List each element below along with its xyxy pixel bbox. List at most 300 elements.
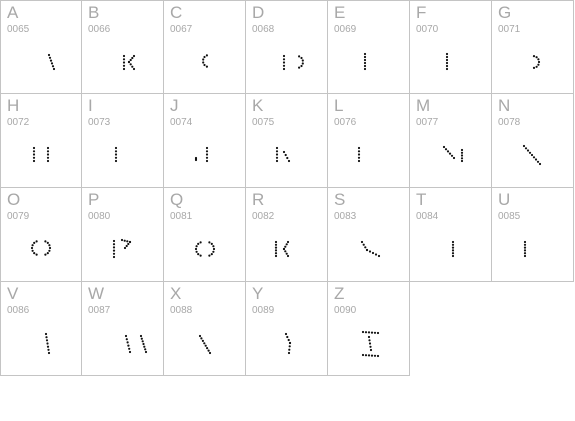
glyph-dot bbox=[32, 250, 34, 252]
glyph-preview-l bbox=[328, 94, 410, 188]
glyph-dot bbox=[370, 349, 372, 351]
glyph-dot bbox=[451, 155, 453, 157]
glyph-dot bbox=[446, 56, 448, 58]
glyph-cell-v[interactable] bbox=[0, 282, 82, 376]
glyph-dot bbox=[283, 68, 285, 70]
glyph-dot bbox=[366, 249, 368, 251]
glyph-dot bbox=[44, 254, 46, 256]
glyph-dot bbox=[49, 247, 51, 249]
glyph-dot bbox=[537, 161, 539, 163]
glyph-dot bbox=[365, 354, 367, 356]
glyph-cell-letter: G bbox=[498, 3, 512, 22]
glyph-dot bbox=[47, 157, 49, 159]
glyph-dot bbox=[206, 153, 208, 155]
glyph-dot bbox=[31, 247, 33, 249]
glyph-cell-letter: H bbox=[7, 96, 20, 115]
glyph-cell-code: 0083 bbox=[334, 211, 357, 222]
glyph-preview-v bbox=[1, 282, 83, 376]
glyph-dot bbox=[364, 53, 366, 55]
glyph-dot bbox=[206, 150, 208, 152]
glyph-cell-letter: C bbox=[170, 3, 183, 22]
glyph-dot bbox=[115, 153, 117, 155]
glyph-dot bbox=[145, 351, 147, 353]
glyph-dot bbox=[275, 247, 277, 249]
glyph-dot bbox=[211, 243, 213, 245]
glyph-preview-x bbox=[164, 282, 246, 376]
glyph-dot bbox=[133, 68, 135, 70]
glyph-dot bbox=[276, 160, 278, 162]
glyph-cell-i[interactable] bbox=[82, 94, 164, 188]
glyph-cell-code: 0088 bbox=[170, 305, 193, 316]
glyph-cell-letter: V bbox=[7, 284, 19, 303]
glyph-cell-letter: B bbox=[88, 3, 100, 22]
glyph-cell-code: 0084 bbox=[416, 211, 439, 222]
glyph-dot bbox=[144, 348, 146, 350]
glyph-dot bbox=[371, 355, 373, 357]
glyph-dot bbox=[203, 56, 205, 58]
glyph-cell-letter: R bbox=[252, 190, 265, 209]
glyph-cell-letter: T bbox=[416, 190, 427, 209]
glyph-dot bbox=[527, 149, 529, 151]
glyph-preview-u bbox=[492, 188, 574, 282]
glyph-dot bbox=[126, 338, 128, 340]
glyph-dot bbox=[452, 241, 454, 243]
glyph-dot bbox=[368, 336, 370, 338]
glyph-dot bbox=[283, 61, 285, 63]
glyph-dot bbox=[196, 245, 198, 247]
glyph-dot bbox=[283, 65, 285, 67]
glyph-dot bbox=[298, 67, 300, 69]
glyph-cell-code: 0079 bbox=[7, 211, 30, 222]
glyph-preview-k bbox=[246, 94, 328, 188]
glyph-dot bbox=[47, 150, 49, 152]
glyph-dot bbox=[446, 59, 448, 61]
glyph-dot bbox=[46, 339, 48, 341]
glyph-preview-d bbox=[246, 1, 328, 95]
glyph-dot bbox=[276, 153, 278, 155]
glyph-dot bbox=[53, 68, 55, 70]
glyph-dot bbox=[443, 146, 445, 148]
glyph-dot bbox=[208, 350, 210, 352]
glyph-dot bbox=[286, 243, 288, 245]
glyph-dot bbox=[203, 64, 205, 66]
glyph-cell-code: 0078 bbox=[498, 117, 521, 128]
glyph-dot bbox=[371, 332, 373, 334]
glyph-dot bbox=[206, 160, 208, 162]
glyph-dot bbox=[33, 153, 35, 155]
glyph-cell-l[interactable] bbox=[328, 94, 410, 188]
glyph-dot bbox=[372, 252, 374, 254]
glyph-preview-b bbox=[82, 1, 164, 95]
glyph-cell-y[interactable] bbox=[246, 282, 328, 376]
glyph-dot bbox=[283, 151, 285, 153]
glyph-dot bbox=[115, 147, 117, 149]
glyph-dot bbox=[142, 340, 144, 342]
glyph-dot bbox=[208, 241, 210, 243]
glyph-dot bbox=[362, 331, 364, 333]
glyph-dot bbox=[113, 240, 115, 242]
glyph-dot bbox=[289, 342, 291, 344]
glyph-dot bbox=[202, 340, 204, 342]
glyph-cell-t[interactable] bbox=[410, 188, 492, 282]
glyph-dot bbox=[47, 153, 49, 155]
glyph-dot bbox=[369, 346, 371, 348]
glyph-dot bbox=[524, 255, 526, 257]
glyph-dot bbox=[46, 342, 48, 344]
glyph-dot bbox=[539, 163, 541, 165]
glyph-dot bbox=[195, 159, 197, 161]
glyph-dot bbox=[124, 240, 126, 242]
glyph-cell-letter: I bbox=[88, 96, 93, 115]
glyph-cell-code: 0086 bbox=[7, 305, 30, 316]
glyph-dot bbox=[133, 55, 135, 57]
glyph-cell-e[interactable] bbox=[328, 0, 410, 94]
glyph-cell-code: 0089 bbox=[252, 305, 275, 316]
glyph-dot bbox=[374, 332, 376, 334]
glyph-dot bbox=[36, 254, 38, 256]
glyph-dot bbox=[368, 339, 370, 341]
glyph-dot bbox=[206, 347, 208, 349]
glyph-dot bbox=[364, 246, 366, 248]
glyph-dot bbox=[358, 153, 360, 155]
glyph-dot bbox=[33, 147, 35, 149]
glyph-dot bbox=[446, 68, 448, 70]
glyph-preview-s bbox=[328, 188, 410, 282]
glyph-dot bbox=[535, 158, 537, 160]
glyph-cell-o[interactable] bbox=[0, 188, 82, 282]
glyph-cell-code: 0074 bbox=[170, 117, 193, 128]
glyph-dot bbox=[275, 249, 277, 251]
glyph-dot bbox=[143, 346, 145, 348]
glyph-dot bbox=[369, 250, 371, 252]
glyph-dot bbox=[200, 241, 202, 243]
glyph-dot bbox=[48, 244, 50, 246]
glyph-dot bbox=[127, 341, 129, 343]
glyph-dot bbox=[285, 333, 287, 335]
glyph-cell-letter: Q bbox=[170, 190, 184, 209]
glyph-dot bbox=[358, 160, 360, 162]
glyph-dot bbox=[206, 157, 208, 159]
glyph-dot bbox=[361, 241, 363, 243]
glyph-dot bbox=[452, 252, 454, 254]
glyph-dot bbox=[123, 68, 125, 70]
glyph-dot bbox=[452, 255, 454, 257]
glyph-dot bbox=[364, 56, 366, 58]
glyph-cell-m[interactable] bbox=[410, 94, 492, 188]
glyph-dot bbox=[205, 345, 207, 347]
glyph-dot bbox=[283, 248, 285, 250]
glyph-dot bbox=[537, 64, 539, 66]
glyph-dot bbox=[524, 252, 526, 254]
glyph-cell-x[interactable] bbox=[164, 282, 246, 376]
glyph-dot bbox=[129, 351, 131, 353]
glyph-dot bbox=[449, 153, 451, 155]
glyph-dot bbox=[125, 335, 127, 337]
glyph-dot bbox=[48, 250, 50, 252]
glyph-dot bbox=[113, 246, 115, 248]
glyph-cell-code: 0077 bbox=[416, 117, 439, 128]
glyph-dot bbox=[375, 253, 377, 255]
glyph-preview-j bbox=[164, 94, 246, 188]
glyph-dot bbox=[33, 150, 35, 152]
glyph-preview-y bbox=[246, 282, 328, 376]
glyph-dot bbox=[128, 61, 130, 63]
glyph-dot bbox=[275, 252, 277, 254]
glyph-dot bbox=[45, 336, 47, 338]
glyph-dot bbox=[47, 252, 49, 254]
glyph-cell-letter: Z bbox=[334, 284, 345, 303]
glyph-dot bbox=[33, 252, 35, 254]
glyph-cell-w[interactable] bbox=[82, 282, 164, 376]
glyph-cell-q[interactable] bbox=[164, 188, 246, 282]
glyph-dot bbox=[48, 54, 50, 56]
glyph-dot bbox=[123, 58, 125, 60]
glyph-cell-code: 0075 bbox=[252, 117, 275, 128]
glyph-dot bbox=[47, 160, 49, 162]
glyph-cell-u[interactable] bbox=[492, 188, 574, 282]
glyph-cell-letter: L bbox=[334, 96, 344, 115]
glyph-dot bbox=[446, 53, 448, 55]
glyph-dot bbox=[196, 251, 198, 253]
glyph-cell-letter: K bbox=[252, 96, 264, 115]
glyph-dot bbox=[536, 66, 538, 68]
glyph-dot bbox=[129, 241, 131, 243]
glyph-dot bbox=[126, 245, 128, 247]
glyph-cell-c[interactable] bbox=[164, 0, 246, 94]
glyph-cell-code: 0068 bbox=[252, 24, 275, 35]
glyph-preview-c bbox=[164, 1, 246, 95]
glyph-dot bbox=[368, 331, 370, 333]
glyph-cell-code: 0081 bbox=[170, 211, 193, 222]
glyph-dot bbox=[47, 242, 49, 244]
glyph-dot bbox=[131, 66, 133, 68]
glyph-cell-p[interactable] bbox=[82, 188, 164, 282]
glyph-dot bbox=[364, 65, 366, 67]
glyph-cell-code: 0080 bbox=[88, 211, 111, 222]
glyph-dot bbox=[47, 349, 49, 351]
glyph-preview-w bbox=[82, 282, 164, 376]
glyph-cell-letter: A bbox=[7, 3, 19, 22]
glyph-dot bbox=[377, 332, 379, 334]
glyph-dot bbox=[536, 56, 538, 58]
glyph-dot bbox=[285, 154, 287, 156]
glyph-dot bbox=[51, 62, 53, 64]
glyph-dot bbox=[130, 59, 132, 61]
glyph-dot bbox=[452, 244, 454, 246]
glyph-dot bbox=[358, 157, 360, 159]
glyph-dot bbox=[525, 147, 527, 149]
glyph-cell-f[interactable] bbox=[410, 0, 492, 94]
glyph-dot bbox=[115, 150, 117, 152]
glyph-dot bbox=[529, 152, 531, 154]
glyph-dot bbox=[298, 55, 300, 57]
glyph-dot bbox=[288, 339, 290, 341]
glyph-dot bbox=[363, 244, 365, 246]
glyph-cell-z[interactable] bbox=[328, 282, 410, 376]
glyph-dot bbox=[461, 160, 463, 162]
glyph-dot bbox=[452, 249, 454, 251]
glyph-dot bbox=[302, 59, 304, 61]
glyph-dot bbox=[523, 145, 525, 147]
glyph-dot bbox=[124, 247, 126, 249]
glyph-dot bbox=[288, 349, 290, 351]
glyph-dot bbox=[211, 253, 213, 255]
glyph-cell-letter: X bbox=[170, 284, 182, 303]
glyph-cell-letter: F bbox=[416, 3, 427, 22]
glyph-preview-n bbox=[492, 94, 574, 188]
glyph-dot bbox=[524, 247, 526, 249]
glyph-dot bbox=[374, 355, 376, 357]
glyph-dot bbox=[364, 59, 366, 61]
glyph-dot bbox=[452, 247, 454, 249]
glyph-cell-k[interactable] bbox=[246, 94, 328, 188]
glyph-dot bbox=[115, 157, 117, 159]
glyph-dot bbox=[300, 65, 302, 67]
glyph-cell-a[interactable] bbox=[0, 0, 82, 94]
glyph-cell-code: 0087 bbox=[88, 305, 111, 316]
glyph-cell-r[interactable] bbox=[246, 188, 328, 282]
glyph-dot bbox=[533, 55, 535, 57]
glyph-cell-d[interactable] bbox=[246, 0, 328, 94]
glyph-dot bbox=[36, 240, 38, 242]
glyph-preview-q bbox=[164, 188, 246, 282]
glyph-preview-i bbox=[82, 94, 164, 188]
glyph-dot bbox=[286, 253, 288, 255]
glyph-dot bbox=[47, 346, 49, 348]
glyph-dot bbox=[202, 61, 204, 63]
glyph-dot bbox=[44, 240, 46, 242]
glyph-cell-letter: S bbox=[334, 190, 346, 209]
glyph-preview-a bbox=[1, 1, 83, 95]
glyph-dot bbox=[127, 243, 129, 245]
glyph-cell-code: 0065 bbox=[7, 24, 30, 35]
glyph-cell-code: 0076 bbox=[334, 117, 357, 128]
glyph-dot bbox=[212, 245, 214, 247]
glyph-dot bbox=[33, 242, 35, 244]
glyph-dot bbox=[284, 246, 286, 248]
glyph-dot bbox=[121, 239, 123, 241]
glyph-dot bbox=[113, 253, 115, 255]
glyph-cell-code: 0082 bbox=[252, 211, 275, 222]
glyph-dot bbox=[533, 67, 535, 69]
glyph-preview-h bbox=[1, 94, 83, 188]
glyph-preview-m bbox=[410, 94, 492, 188]
glyph-dot bbox=[378, 255, 380, 257]
glyph-dot bbox=[287, 241, 289, 243]
glyph-dot bbox=[131, 57, 133, 59]
glyph-preview-z bbox=[328, 282, 410, 376]
glyph-cell-s[interactable] bbox=[328, 188, 410, 282]
glyph-dot bbox=[206, 54, 208, 56]
glyph-dot bbox=[127, 345, 129, 347]
glyph-dot bbox=[288, 352, 290, 354]
glyph-dot bbox=[446, 65, 448, 67]
glyph-cell-letter: E bbox=[334, 3, 346, 22]
glyph-dot bbox=[524, 249, 526, 251]
glyph-dot bbox=[286, 157, 288, 159]
glyph-dot bbox=[524, 244, 526, 246]
glyph-dot bbox=[199, 335, 201, 337]
glyph-dot bbox=[128, 348, 130, 350]
glyph-dot bbox=[362, 354, 364, 356]
glyph-dot bbox=[48, 352, 50, 354]
glyph-preview-f bbox=[410, 1, 492, 95]
glyph-cell-g[interactable] bbox=[492, 0, 574, 94]
glyph-dot bbox=[123, 65, 125, 67]
glyph-dot bbox=[276, 150, 278, 152]
glyph-dot bbox=[445, 148, 447, 150]
glyph-dot bbox=[115, 160, 117, 162]
glyph-dot bbox=[283, 58, 285, 60]
glyph-dot bbox=[203, 342, 205, 344]
glyph-dot bbox=[453, 157, 455, 159]
glyph-dot bbox=[276, 157, 278, 159]
glyph-cell-code: 0070 bbox=[416, 24, 439, 35]
glyph-cell-letter: N bbox=[498, 96, 511, 115]
glyph-dot bbox=[533, 156, 535, 158]
glyph-cell-n[interactable] bbox=[492, 94, 574, 188]
glyph-cell-b[interactable] bbox=[82, 0, 164, 94]
glyph-dot bbox=[47, 147, 49, 149]
glyph-dot bbox=[123, 55, 125, 57]
glyph-cell-code: 0072 bbox=[7, 117, 30, 128]
glyph-preview-r bbox=[246, 188, 328, 282]
glyph-dot bbox=[206, 147, 208, 149]
glyph-dot bbox=[33, 157, 35, 159]
glyph-dot bbox=[208, 255, 210, 257]
glyph-cell-h[interactable] bbox=[0, 94, 82, 188]
glyph-cell-letter: W bbox=[88, 284, 105, 303]
glyph-dot bbox=[538, 61, 540, 63]
glyph-dot bbox=[302, 62, 304, 64]
glyph-dot bbox=[531, 154, 533, 156]
glyph-preview-t bbox=[410, 188, 492, 282]
glyph-cell-letter: M bbox=[416, 96, 431, 115]
glyph-dot bbox=[283, 55, 285, 57]
glyph-dot bbox=[113, 256, 115, 258]
glyph-dot bbox=[275, 244, 277, 246]
glyph-cell-letter: O bbox=[7, 190, 21, 209]
glyph-cell-letter: U bbox=[498, 190, 511, 209]
glyph-dot bbox=[461, 157, 463, 159]
glyph-dot bbox=[358, 150, 360, 152]
glyph-dot bbox=[123, 61, 125, 63]
glyph-dot bbox=[142, 343, 144, 345]
glyph-cell-code: 0067 bbox=[170, 24, 193, 35]
glyph-cell-letter: Y bbox=[252, 284, 264, 303]
glyph-dot bbox=[461, 149, 463, 151]
glyph-dot bbox=[113, 250, 115, 252]
glyph-dot bbox=[377, 355, 379, 357]
glyph-dot bbox=[289, 345, 291, 347]
glyph-dot bbox=[358, 147, 360, 149]
glyph-dot bbox=[212, 251, 214, 253]
glyph-dot bbox=[113, 243, 115, 245]
glyph-dot bbox=[276, 147, 278, 149]
glyph-dot bbox=[200, 255, 202, 257]
glyph-dot bbox=[284, 250, 286, 252]
glyph-cell-code: 0090 bbox=[334, 305, 357, 316]
glyph-cell-code: 0073 bbox=[88, 117, 111, 128]
glyph-dot bbox=[275, 255, 277, 257]
glyph-dot bbox=[209, 352, 211, 354]
glyph-dot bbox=[275, 241, 277, 243]
glyph-cell-code: 0069 bbox=[334, 24, 357, 35]
glyph-cell-j[interactable] bbox=[164, 94, 246, 188]
glyph-dot bbox=[52, 65, 54, 67]
glyph-dot bbox=[364, 62, 366, 64]
glyph-dot bbox=[447, 150, 449, 152]
